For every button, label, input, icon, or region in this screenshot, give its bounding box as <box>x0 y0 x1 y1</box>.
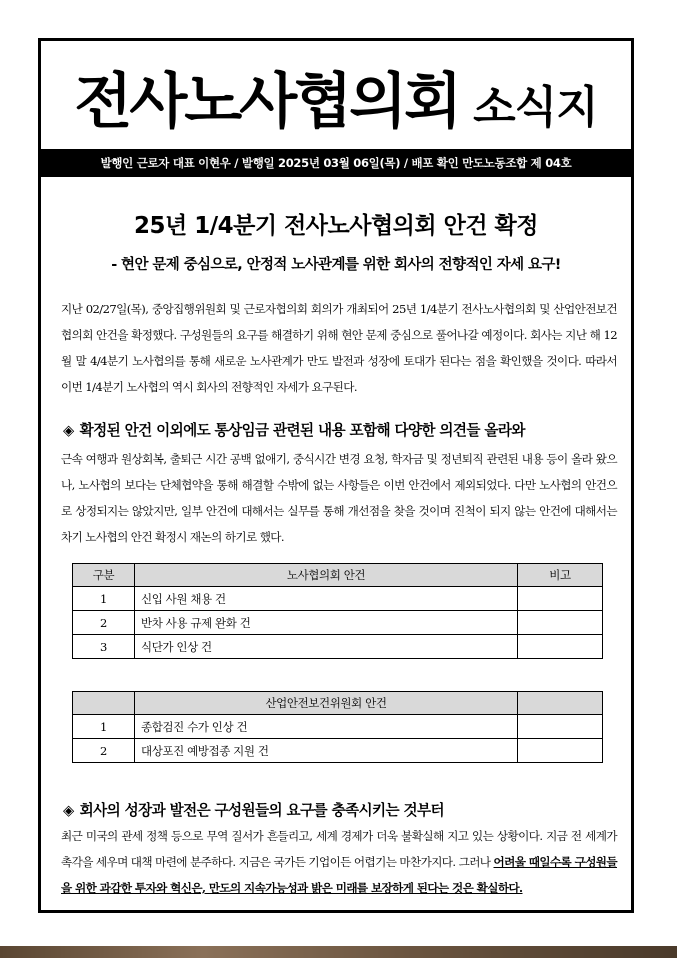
safety-committee-agenda-table <box>72 691 603 763</box>
table-row <box>73 635 603 659</box>
agenda-item: 신입 사원 채용 건 <box>135 587 518 611</box>
agenda-note <box>518 739 603 763</box>
newsletter-frame <box>38 38 634 913</box>
diamond-bullet-icon: ◈ <box>63 422 74 439</box>
column-header: 비고 <box>518 564 603 587</box>
agenda-note <box>518 635 603 659</box>
publication-info-bar: 발행인 근로자 대표 이현우 / 발행일 2025년 03월 06일(목) / 배포 확인 만도노동조합 제 04호 <box>41 149 631 177</box>
column-header: 구분 <box>73 564 135 587</box>
section2-paragraph <box>61 823 617 901</box>
agenda-item: 식단가 인상 건 <box>135 635 518 659</box>
row-number: 1 <box>73 715 135 739</box>
agenda-note <box>518 611 603 635</box>
table-header-row <box>73 692 603 715</box>
table-row <box>73 715 603 739</box>
newsletter-title <box>41 67 631 143</box>
agenda-item: 반차 사용 규제 완화 건 <box>135 611 518 635</box>
intro-paragraph: 지난 02/27일(목), 중앙집행위원회 및 근로자협의회 회의가 개최되어 25년 1/4분기 전사노사협의회 및 산업안전보건협의회 안건을 확정했다. 구성원들의 요구를 해결하기 위해 현안 문제 중심으로 풀어나갈 예정이다. 회사는 지난 해 12월 말 4/4분기 노사협의를 통해 새로운 노사관계가 만도 발전과 성장에 토대가 된다는 점을 확인했을 것이다. 따라서 이번 1/4분기 노사협의 역시 회사의 전향적인 자세가 요구된다. <box>61 302 617 394</box>
section1-paragraph: 근속 여행과 원상회복, 출퇴근 시간 공백 없애기, 중식시간 변경 요청, 학자금 및 정년퇴직 관련된 내용 등이 올라 왔으나, 노사협의 보다는 단체협약을 통해 해결할 수밖에 없는 사항들은 이번 안건에서 제외되었다. 다만 노사협의 안건으로 상정되지는 않았지만, 일부 안건에 대해서는 실무를 통해 개선점을 찾을 것이며 진척이 되지 않는 안건에 대해서는 차기 노사협의 안건 확정시 재논의 하기로 했다. <box>61 452 617 544</box>
column-header <box>518 692 603 715</box>
row-number: 2 <box>73 611 135 635</box>
section-heading-text: 회사의 성장과 발전은 구성원들의 요구를 충족시키는 것부터 <box>79 802 444 819</box>
column-header: 산업안전보건위원회 안건 <box>135 692 518 715</box>
agenda-item: 종합검진 수가 인상 건 <box>135 715 518 739</box>
row-number: 1 <box>73 587 135 611</box>
row-number: 3 <box>73 635 135 659</box>
newsletter-title-main: 전사노사협의회 <box>74 67 460 137</box>
table-row <box>73 739 603 763</box>
diamond-bullet-icon: ◈ <box>63 802 74 819</box>
agenda-note <box>518 715 603 739</box>
table-row <box>73 611 603 635</box>
background-strip <box>0 946 677 958</box>
masthead <box>41 41 631 153</box>
section2-emphasis-text: 어려울 때일수록 구성원들을 위한 과감한 투자와 혁신은, 만도의 지속가능성과 밝은 미래를 보장하게 된다는 것은 확실하다. <box>61 855 618 895</box>
section-heading-agenda <box>63 419 623 440</box>
column-header <box>73 692 135 715</box>
table-row <box>73 587 603 611</box>
article-subheadline: - 현안 문제 중심으로, 안정적 노사관계를 위한 회사의 전향적인 자세 요구! <box>111 257 561 273</box>
agenda-item: 대상포진 예방접종 지원 건 <box>135 739 518 763</box>
section2-body-text: 최근 미국의 관세 정책 등으로 무역 질서가 흔들리고, 세계 경제가 더욱 불확실해 지고 있는 상황이다. 지금 전 세계가 촉각을 세우며 대책 마련에 분주하다. 지금은 국가든 기업이든 어렵기는 마찬가지다. 그러나 <box>61 829 617 869</box>
newsletter-title-suffix: 소식지 <box>473 82 598 133</box>
table-header-row <box>73 564 603 587</box>
agenda-note <box>518 587 603 611</box>
article-headline: 25년 1/4분기 전사노사협의회 안건 확정 <box>134 213 538 239</box>
section-heading-growth <box>63 799 623 820</box>
row-number: 2 <box>73 739 135 763</box>
section-heading-text: 확정된 안건 이외에도 통상임금 관련된 내용 포함해 다양한 의견들 올라와 <box>79 422 525 439</box>
labor-council-agenda-table <box>72 563 603 659</box>
column-header: 노사협의회 안건 <box>135 564 518 587</box>
